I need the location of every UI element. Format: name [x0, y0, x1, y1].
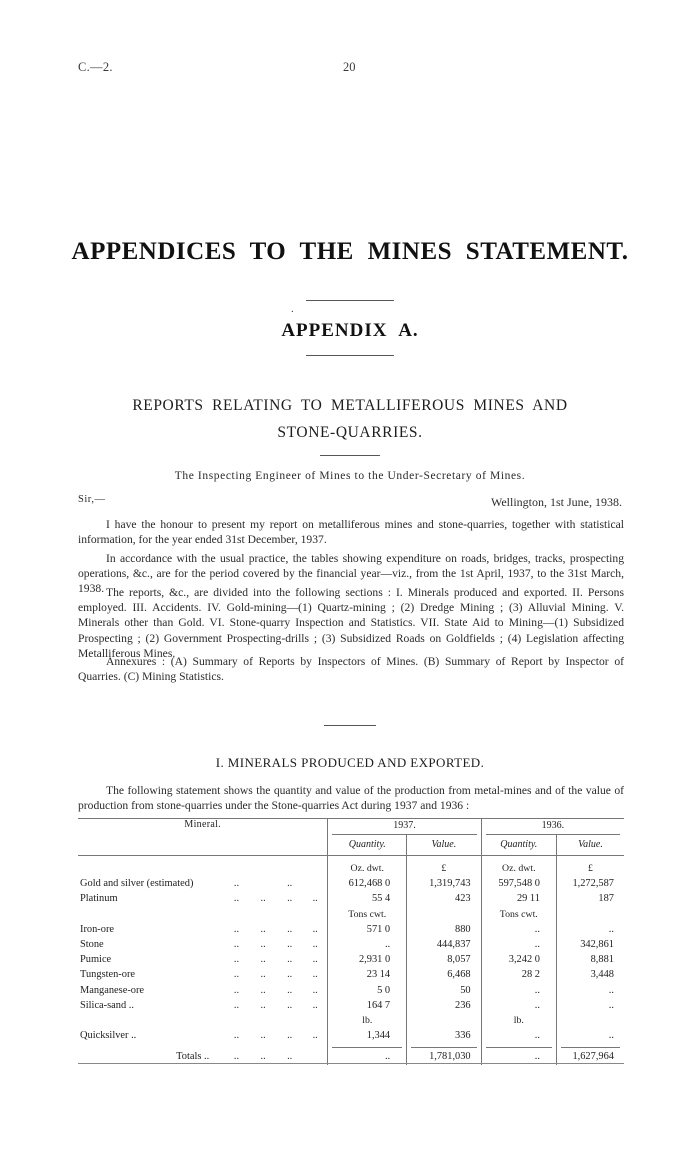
row-quantity-1936: .. [481, 998, 556, 1013]
totals-value-1936: 1,627,964 [556, 1050, 624, 1065]
dateline: Wellington, 1st June, 1938. [490, 495, 622, 509]
row-label: Gold and silver (estimated) [80, 878, 194, 890]
table-row [78, 922, 624, 937]
row-dots: .. [287, 984, 293, 996]
section-heading: I. MINERALS PRODUCED AND EXPORTED. [215, 755, 485, 770]
paragraph-2-text: In accordance with the usual practice, the tables showing expenditure on roads, bridges, tracks, prospecting operations, &c., are for the period covered by the financial year—viz., from the 1st April, 1937, to the 31st March, 1938. [78, 552, 624, 596]
row-dots: .. [287, 1051, 293, 1063]
letter-paragraph-3 [78, 585, 624, 661]
table-bottom-rule [78, 1063, 624, 1064]
row-dots: .. [233, 1051, 240, 1063]
row-dots: .. [233, 984, 240, 996]
row-value-1937: 50 [407, 983, 481, 998]
running-header [78, 60, 622, 78]
header-year-1936: 1936. [481, 819, 624, 835]
row-dots: .. [233, 893, 240, 905]
row-dots: .. [287, 923, 293, 935]
letter-paragraph-4 [78, 654, 624, 684]
row-quantity-1937: 1,344 [328, 1029, 407, 1044]
totals-label: Totals .. [176, 1051, 210, 1063]
totals-quantity-1936: .. [481, 1050, 556, 1065]
unit-oz-dwt-1937: Oz. dwt. [328, 861, 407, 876]
unit-row-tons [78, 907, 624, 922]
appendix-title: APPENDIX A. [281, 320, 419, 341]
row-dots: .. [233, 923, 240, 935]
row-dots: .. [287, 878, 293, 890]
page-title: APPENDICES TO THE MINES STATEMENT. [71, 238, 629, 265]
row-dots: .. [287, 938, 293, 950]
table-row [78, 892, 624, 907]
row-label: Platinum [80, 893, 118, 905]
row-value-1937: 444,837 [407, 937, 481, 952]
row-value-1936: .. [556, 1029, 624, 1044]
row-dots: .. [233, 938, 240, 950]
row-value-1936: 342,861 [556, 937, 624, 952]
subject-line-1: REPORTS RELATING TO METALLIFEROUS MINES AND [132, 397, 568, 414]
row-dots: .. [260, 999, 266, 1011]
addressee-line: The Inspecting Engineer of Mines to the Under-Secretary of Mines. [174, 470, 526, 482]
header-blank [78, 835, 328, 856]
row-quantity-1937: 23 14 [328, 968, 407, 983]
row-dots: .. [260, 938, 266, 950]
row-dots: .. [287, 893, 293, 905]
letter-paragraph-1 [78, 517, 624, 547]
row-label: Stone [80, 938, 104, 950]
totals-quantity-1937: .. [328, 1050, 407, 1065]
row-dots: .. [260, 1051, 266, 1063]
header-value-1936: Value. [556, 835, 624, 856]
row-quantity-1937: 5 0 [328, 983, 407, 998]
row-value-1936: 3,448 [556, 968, 624, 983]
row-dots [250, 877, 277, 892]
row-label: Pumice [80, 954, 112, 966]
paragraph-4-text: Annexures : (A) Summary of Reports by Inspectors of Mines. (B) Summary of Report by Inspector of Quarries. (C) Mining Statistics. [78, 655, 624, 684]
header-quantity-1937: Quantity. [328, 835, 407, 856]
row-quantity-1936: 597,548 0 [481, 877, 556, 892]
row-dots: .. [233, 999, 240, 1011]
header-quantity-1936: Quantity. [481, 835, 556, 856]
minerals-table-container [78, 818, 624, 1065]
row-value-1936: .. [556, 922, 624, 937]
row-dots: .. [312, 999, 318, 1011]
row-dots: .. [312, 969, 318, 981]
header-mineral: Mineral. [78, 819, 328, 835]
minerals-table [78, 818, 624, 1065]
divider-rule-3 [320, 455, 380, 456]
row-dots: .. [260, 1030, 266, 1042]
row-value-1937: 1,319,743 [407, 877, 481, 892]
unit-tons-cwt-1936: Tons cwt. [481, 907, 556, 922]
salutation: Sir,— [78, 494, 106, 505]
row-dots: .. [260, 954, 266, 966]
divider-rule-4 [324, 725, 376, 726]
row-dots: .. [260, 893, 266, 905]
row-quantity-1936: 3,242 0 [481, 953, 556, 968]
subject-line-2: STONE-QUARRIES. [277, 424, 423, 441]
subject-heading [0, 392, 700, 446]
row-value-1937: 336 [407, 1029, 481, 1044]
row-dots: .. [260, 969, 266, 981]
divider-rule-2 [306, 355, 394, 356]
table-row [78, 877, 624, 892]
row-dots [303, 877, 328, 892]
header-value-1937: Value. [407, 835, 481, 856]
row-value-1937: 880 [407, 922, 481, 937]
row-label: Silica-sand .. [80, 999, 134, 1011]
section-intro [78, 783, 624, 813]
row-value-1936: 1,272,587 [556, 877, 624, 892]
row-dots: .. [312, 984, 318, 996]
row-value-1937: 8,057 [407, 953, 481, 968]
row-dots: .. [287, 954, 293, 966]
unit-pound-1937: £ [407, 861, 481, 876]
unit-pound-1936: £ [556, 861, 624, 876]
row-dots: .. [312, 1030, 318, 1042]
paragraph-1-text: I have the honour to present my report on metalliferous mines and stone-quarries, together with statistical information, for the year ended 31st December, 1937. [78, 518, 624, 547]
row-label: Tungsten-ore [80, 969, 136, 981]
row-label: Manganese-ore [80, 984, 145, 996]
row-value-1936: .. [556, 983, 624, 998]
table-row [78, 998, 624, 1013]
row-value-1936: .. [556, 998, 624, 1013]
row-label: Quicksilver .. [80, 1030, 137, 1042]
page-number: 20 [343, 60, 356, 74]
table-row [78, 953, 624, 968]
row-quantity-1936: 29 11 [481, 892, 556, 907]
row-dots: .. [233, 969, 240, 981]
row-quantity-1937: .. [328, 937, 407, 952]
row-dots: .. [260, 923, 266, 935]
table-header-row-1 [78, 819, 624, 835]
row-dots: .. [233, 1030, 240, 1042]
table-row [78, 937, 624, 952]
row-quantity-1937: 571 0 [328, 922, 407, 937]
document-code: C.—2. [78, 60, 113, 74]
row-dots: .. [260, 984, 266, 996]
row-value-1937: 6,468 [407, 968, 481, 983]
row-quantity-1936: .. [481, 937, 556, 952]
row-quantity-1937: 612,468 0 [328, 877, 407, 892]
row-value-1937: 423 [407, 892, 481, 907]
row-dots: .. [312, 938, 318, 950]
section-intro-text: The following statement shows the quantity and value of the production from metal-mines and of the value of production from stone-quarries under the Stone-quarries Act during 1937 and 1936 : [78, 784, 624, 813]
unit-lb-1937: lb. [328, 1013, 407, 1028]
unit-tons-cwt-1937: Tons cwt. [328, 907, 407, 922]
row-dots: .. [233, 954, 240, 966]
row-quantity-1937: 2,931 0 [328, 953, 407, 968]
row-dots: .. [287, 999, 293, 1011]
row-dots: .. [233, 878, 240, 890]
row-quantity-1936: .. [481, 983, 556, 998]
unit-row-lb [78, 1013, 624, 1028]
row-quantity-1937: 55 4 [328, 892, 407, 907]
row-value-1937: 236 [407, 998, 481, 1013]
unit-lb-1936: lb. [481, 1013, 556, 1028]
unit-oz-dwt-1936: Oz. dwt. [481, 861, 556, 876]
unit-row-oz [78, 861, 624, 876]
row-quantity-1936: .. [481, 922, 556, 937]
table-row [78, 968, 624, 983]
divider-rule-1 [306, 300, 394, 301]
totals-value-1937: 1,781,030 [407, 1050, 481, 1065]
decorative-dot: . [291, 303, 294, 315]
header-year-1937: 1937. [328, 819, 481, 835]
row-dots: .. [312, 954, 318, 966]
row-value-1936: 8,881 [556, 953, 624, 968]
row-dots: .. [312, 893, 318, 905]
paragraph-3-text: The reports, &c., are divided into the following sections : I. Minerals produced and exported. II. Persons employed. III. Accidents. IV. Gold-mining—(1) Quartz-mining ; (2) Dredge Mining ; (3) Alluvial Mining. V. Minerals other than Gold. VI. Stone-quarry Inspection and Statistics. VII. State Aid to Mining—(1) Subsidized Prospecting ; (2) Government Prospecting-drills ; (3) Subsidized Roads on Goldfields ; (4) Legislation affecting Metalliferous Mines. [78, 586, 624, 660]
row-quantity-1936: 28 2 [481, 968, 556, 983]
row-dots: .. [287, 1030, 293, 1042]
row-dots: .. [312, 923, 318, 935]
table-row [78, 983, 624, 998]
table-row [78, 1029, 624, 1044]
row-dots: .. [287, 969, 293, 981]
row-quantity-1937: 164 7 [328, 998, 407, 1013]
table-header-row-2 [78, 835, 624, 856]
row-value-1936: 187 [556, 892, 624, 907]
row-label: Iron-ore [80, 923, 115, 935]
row-quantity-1936: .. [481, 1029, 556, 1044]
